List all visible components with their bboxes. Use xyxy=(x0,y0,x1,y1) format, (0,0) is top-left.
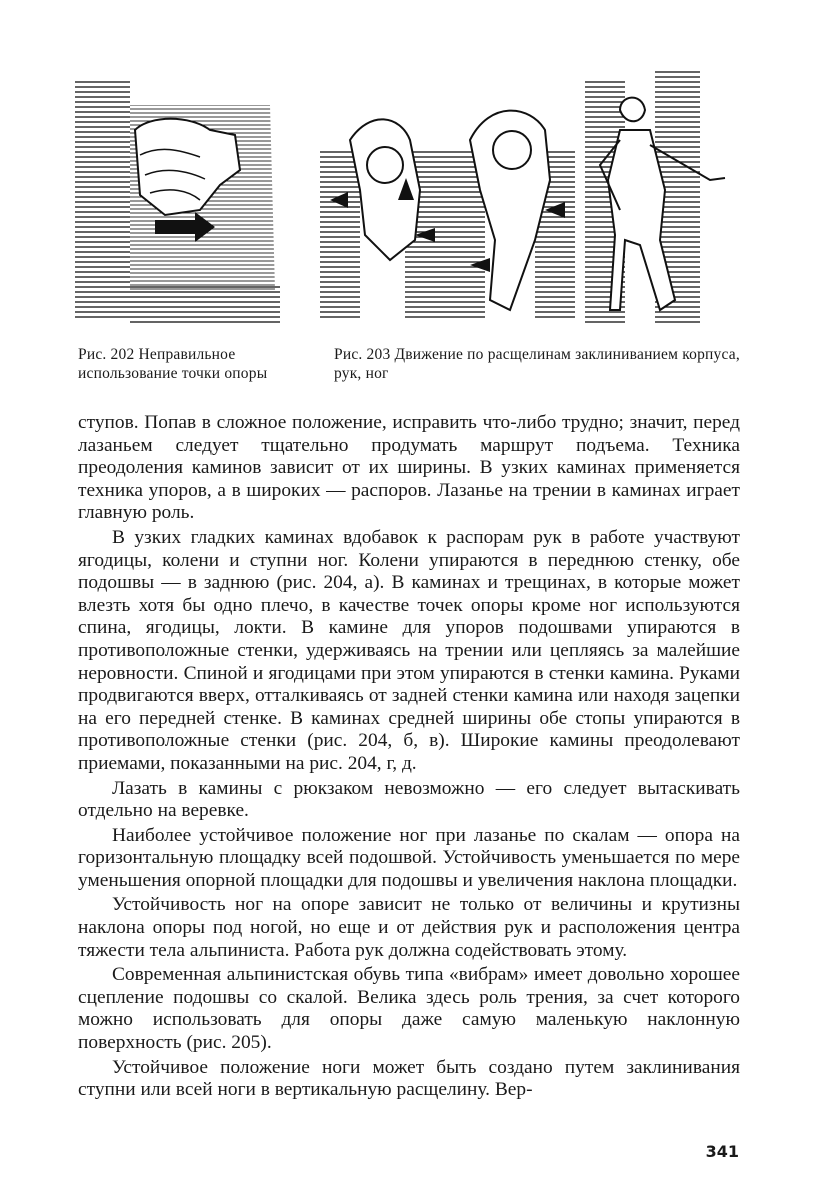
figure-203-caption: Рис. 203 Движение по расщелинам заклиниванием корпуса, рук, ног xyxy=(334,346,740,382)
figure-202-caption: Рис. 202 Неправильное использование точки опоры xyxy=(78,346,268,382)
paragraph: Современная альпинистская обувь типа «вибрам» имеет довольно хорошее сцепление подошвы со скалой. Велика здесь роль трения, за счет которого можно использовать для опоры даже самую маленькую наклонную поверхность (рис. 205). xyxy=(78,964,740,1054)
paragraph: ступов. Попав в сложное положение, исправить что-либо трудно; значит, перед лазаньем следует тщательно продумать маршрут подъема. Техника преодоления каминов зависит от их ширины. В узких каминах применяется техника упоров, а в широких — распоров. Лазанье на трении в каминах играет главную роль. xyxy=(78,412,740,524)
figure-203-illustration xyxy=(320,70,750,340)
paragraph: Лазать в камины с рюкзаком невозможно — его следует вытаскивать отдельно на веревке. xyxy=(78,777,740,822)
paragraph: Устойчивость ног на опоре зависит не только от величины и крутизны наклона опоры под ногой, но еще и от действия рук и расположения центра тяжести тела альпиниста. Работа рук должна содействовать этому. xyxy=(78,894,740,961)
captions xyxy=(78,345,758,395)
paragraph: Устойчивое положение ноги может быть создано путем заклинивания ступни или всей ноги в вертикальную расщелину. Вер- xyxy=(78,1056,740,1101)
figure-202-illustration xyxy=(70,75,285,335)
figure-area xyxy=(70,70,750,340)
body-text xyxy=(78,412,740,1104)
paragraph: Наиболее устойчивое положение ног при лазанье по скалам — опора на горизонтальную площадку всей подошвой. Устойчивость уменьшается по мере уменьшения опорной площадки для подошвы и увеличения наклона площадки. xyxy=(78,824,740,891)
paragraph: В узких гладких каминах вдобавок к распорам рук в работе участвуют ягодицы, колени и ступни ног. Колени упираются в переднюю стенку, обе подошвы — в заднюю (рис. 204, а). В каминах и трещинах, в которые может влезть хотя бы одно плечо, в качестве точек опоры кроме ног используются спина, ягодицы, локти. В камине для упоров подошвами упираются в противоположные стенки, удерживаясь на трении или цепляясь за малейшие неровности. Спиной и ягодицами при этом упираются в стенки камина. Руками продвигаются вверх, отталкиваясь от задней стенки камина или находя зацепки на его передней стенке. В каминах средней ширины обе стопы упираются в противоположные стенки (рис. 204, б, в). Широкие камины преодолевают приемами, показанными на рис. 204, г, д. xyxy=(78,526,740,774)
page-number: 341 xyxy=(705,1142,739,1161)
